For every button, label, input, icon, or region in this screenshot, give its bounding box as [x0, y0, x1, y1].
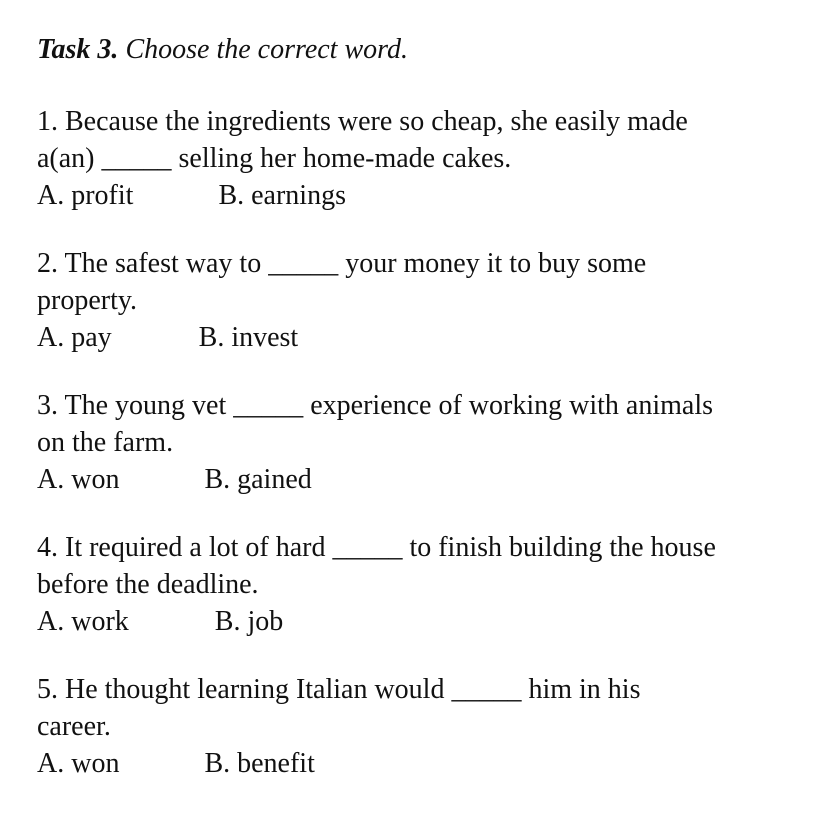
- question-line: a(an) _____ selling her home-made cakes.: [37, 143, 512, 174]
- option-b: B. invest: [198, 322, 299, 353]
- question-line: before the deadline.: [37, 569, 259, 600]
- question-line: 3. The young vet _____ experience of working with animals: [37, 390, 713, 421]
- question-5: [37, 671, 807, 782]
- option-b: B. job: [214, 606, 284, 637]
- question-3: [37, 387, 807, 498]
- option-a: A. pay: [37, 322, 112, 353]
- option-b: B. benefit: [204, 748, 315, 779]
- answer-options: [37, 177, 807, 214]
- question-line: on the farm.: [37, 427, 174, 458]
- task-heading: [37, 28, 807, 72]
- question-line: 1. Because the ingredients were so cheap, she easily made: [37, 106, 688, 137]
- question-line: 5. He thought learning Italian would _____ him in his: [37, 674, 641, 705]
- option-a: A. profit: [37, 180, 134, 211]
- question-line: 4. It required a lot of hard _____ to finish building the house: [37, 532, 716, 563]
- answer-options: [37, 319, 807, 356]
- option-a: A. won: [37, 748, 120, 779]
- answer-options: [37, 745, 807, 782]
- answer-options: [37, 461, 807, 498]
- question-2: [37, 245, 807, 356]
- option-a: A. won: [37, 464, 120, 495]
- question-line: career.: [37, 711, 111, 742]
- question-4: [37, 529, 807, 640]
- option-a: A. work: [37, 606, 129, 637]
- task-instruction: Choose the correct word.: [125, 34, 408, 65]
- answer-options: [37, 603, 807, 640]
- question-line: property.: [37, 285, 138, 316]
- option-b: B. earnings: [218, 180, 346, 211]
- question-line: 2. The safest way to _____ your money it to buy some: [37, 248, 647, 279]
- option-b: B. gained: [204, 464, 312, 495]
- task-label: Task 3.: [37, 34, 119, 65]
- question-1: [37, 103, 807, 214]
- worksheet: [37, 28, 807, 813]
